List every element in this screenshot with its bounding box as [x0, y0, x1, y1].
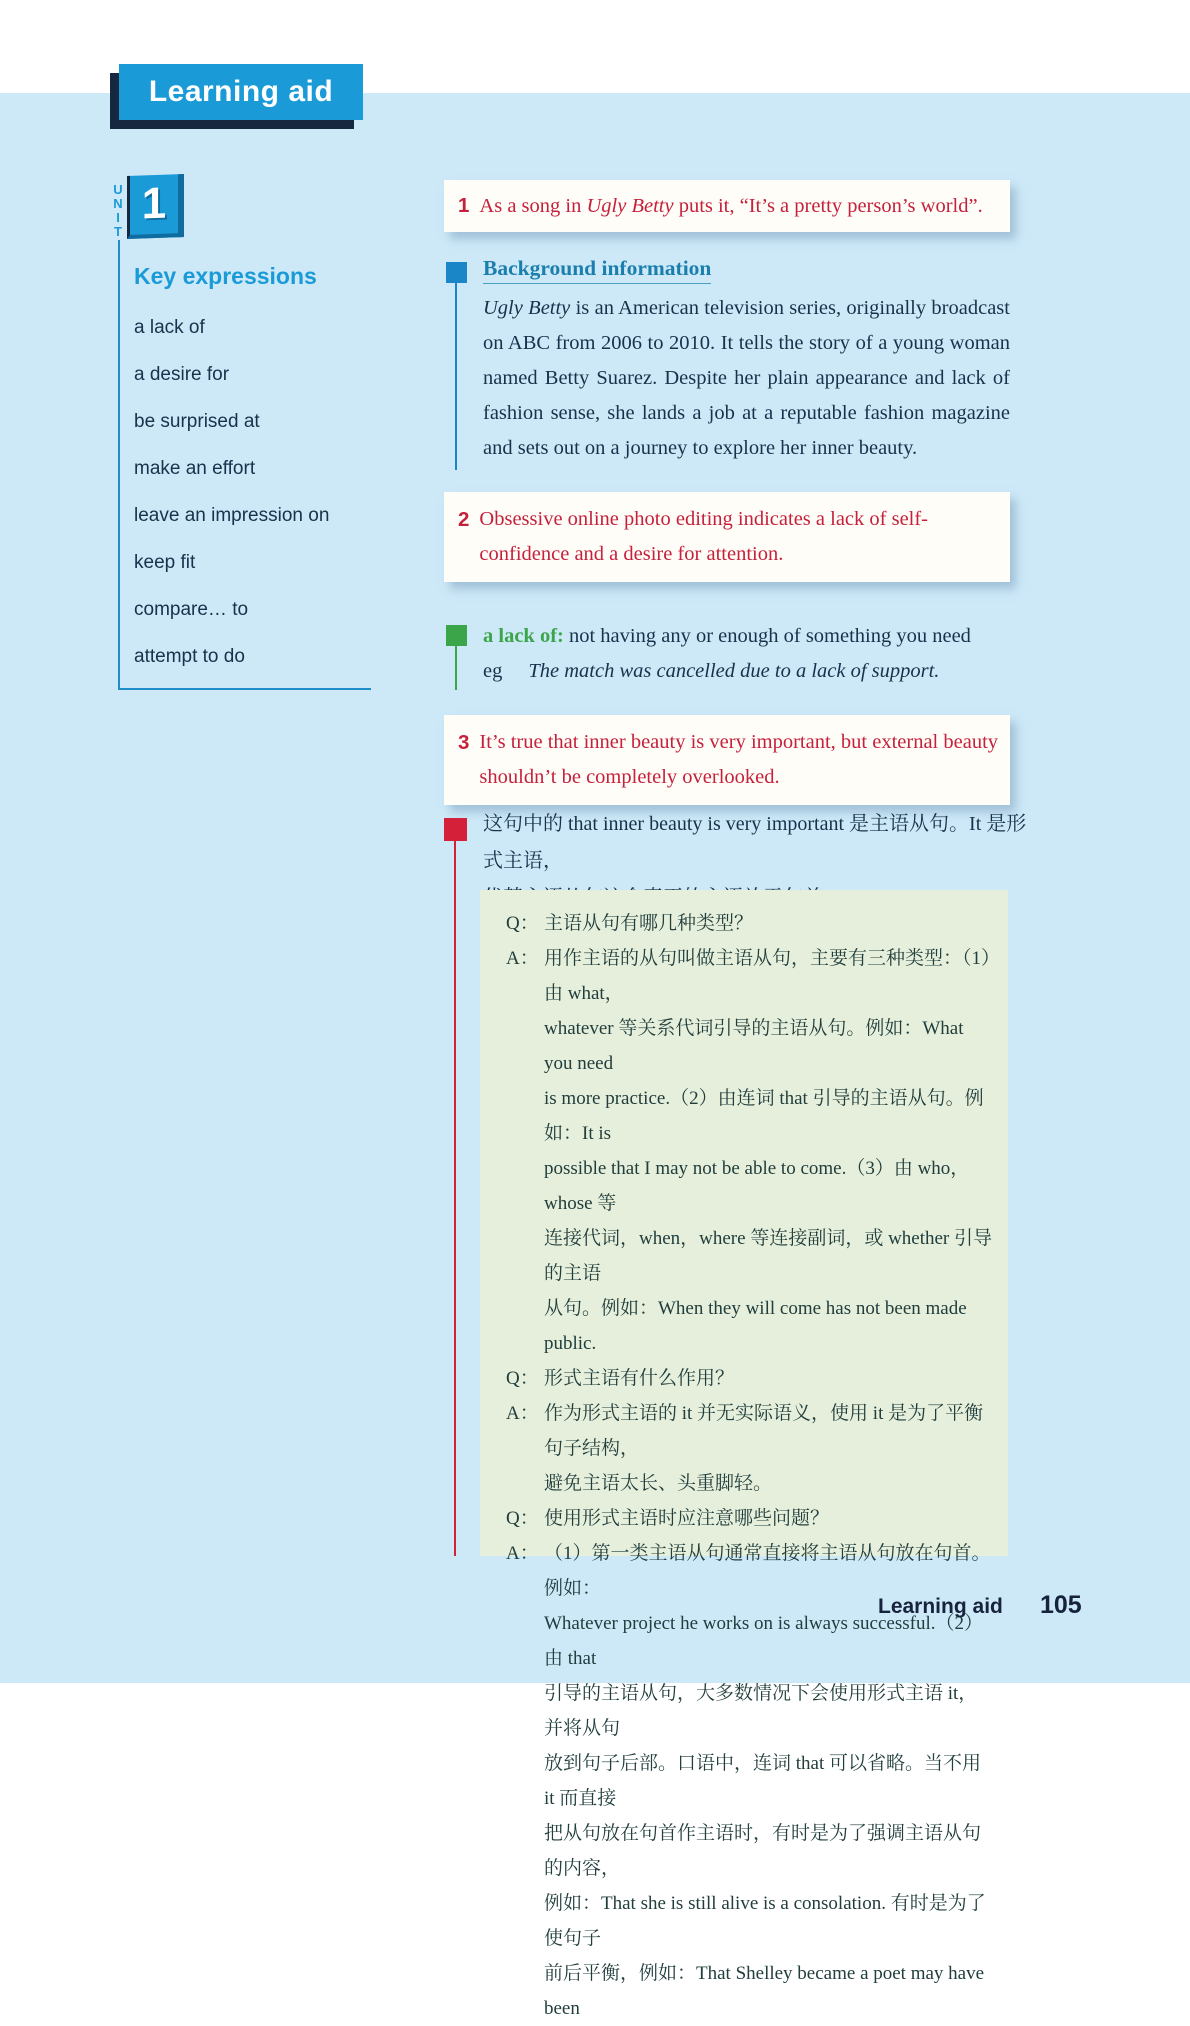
qa-row: [506, 1956, 996, 2026]
section-pin-red: [454, 841, 456, 1556]
qa-row: [506, 1221, 996, 1291]
background-information-body: is an American television series, originally broadcast on ABC from 2006 to 2010. It tells the story of a young woman named Betty Suarez. Despite her plain appearance and lack of fashion sense, she lands a job at a reputable fashion magazine and sets out on a journey to explore her inner beauty.: [483, 297, 1010, 459]
sentence-text: Obsessive online photo editing indicates a lack of self-confidence and a desire for attention.: [479, 508, 929, 565]
key-expression-item: be surprised at: [134, 411, 260, 432]
unit-letter: T: [114, 224, 122, 239]
sentence-number: 3: [458, 731, 470, 754]
qa-label: [506, 1466, 544, 1501]
qa-label: [506, 1746, 544, 1816]
qa-row: [506, 1361, 996, 1396]
qa-label: [506, 1886, 544, 1956]
qa-row: [506, 1151, 996, 1221]
qa-row: [506, 1081, 996, 1151]
unit-letter: N: [113, 196, 123, 211]
qa-text: 避免主语太长、头重脚轻。: [544, 1473, 773, 1494]
qa-row: [506, 1291, 996, 1361]
sentence-box-1: [444, 180, 1010, 232]
example-label: eg: [483, 660, 503, 682]
qa-row: [506, 906, 996, 941]
qa-label: [506, 1081, 544, 1151]
qa-row: [506, 1396, 996, 1466]
qa-label: [506, 1291, 544, 1361]
qa-text: 前后平衡，例如：That Shelley became a poet may have been: [544, 1963, 985, 2019]
section-pin-green: [455, 646, 457, 690]
page-title: Learning aid: [119, 64, 363, 120]
sentence-text-pre: As a song in: [479, 195, 587, 217]
grammar-note-line: 这句中的 that inner beauty is very important 是主语从句。It 是形式主语，: [483, 813, 1027, 872]
qa-row: [506, 1746, 996, 1816]
qa-label: [506, 1151, 544, 1221]
unit-vertical-label: [109, 183, 127, 239]
glossary-entry: [483, 619, 971, 689]
qa-text: （1）第一类主语从句通常直接将主语从句放在句首。例如：: [544, 1543, 991, 1599]
key-expression-item: a desire for: [134, 364, 230, 385]
series-title-italic: Ugly Betty: [483, 297, 571, 319]
section-bullet-red: [444, 818, 467, 841]
key-expression-item: keep fit: [134, 552, 196, 573]
qa-label: [506, 1606, 544, 1676]
qa-label: [506, 1816, 544, 1886]
sentence-number: 1: [458, 194, 470, 217]
background-information-paragraph: [483, 291, 1010, 466]
footer-page-number: 105: [1040, 1591, 1082, 1619]
qa-text: is more practice.（2）由连词 that 引导的主语从句。例如：It is: [544, 1088, 984, 1144]
qa-text: 放到句子后部。口语中，连词 that 可以省略。当不用 it 而直接: [544, 1753, 981, 1809]
qa-label: [506, 1011, 544, 1081]
key-expression-item: a lack of: [134, 317, 205, 338]
qa-text: 用作主语的从句叫做主语从句，主要有三种类型：（1）由 what，: [544, 948, 991, 1004]
key-expressions-list: [134, 316, 329, 692]
qa-label: A：: [506, 1543, 539, 1564]
key-expression-item: attempt to do: [134, 646, 245, 667]
footer-section-label: Learning aid: [878, 1595, 1003, 1618]
qa-text: possible that I may not be able to come.（3）由 who，whose 等: [544, 1158, 970, 1214]
qa-text: 把从句放在句首作主语时，有时是为了强调主语从句的内容，: [544, 1823, 982, 1879]
qa-text: 引导的主语从句，大多数情况下会使用形式主语 it，并将从句: [544, 1683, 978, 1739]
qa-label: A：: [506, 1403, 539, 1424]
qa-row: [506, 1676, 996, 1746]
qa-text: 作为形式主语的 it 并无实际语义，使用 it 是为了平衡句子结构，: [544, 1403, 984, 1459]
example-sentence: The match was cancelled due to a lack of support.: [528, 660, 940, 682]
key-expression-item: make an effort: [134, 458, 256, 479]
section-bullet-blue: [446, 262, 467, 283]
glossary-definition: not having any or enough of something you need: [563, 625, 971, 647]
sidebar-bracket-vertical: [118, 240, 120, 690]
sentence-number: 2: [458, 508, 470, 531]
qa-row: [506, 941, 996, 1011]
qa-text: whatever 等关系代词引导的主语从句。例如：What you need: [544, 1018, 964, 1074]
qa-label: Q：: [506, 1368, 539, 1389]
key-expressions-heading: Key expressions: [134, 263, 317, 289]
sentence-box-3: [444, 715, 1010, 805]
qa-row: [506, 1011, 996, 1081]
qa-text: 连接代词，when，where 等连接副词，或 whether 引导的主语: [544, 1228, 993, 1284]
glossary-definition-line: [483, 619, 971, 654]
sentence-box-2: [444, 492, 1010, 582]
unit-letter: U: [113, 182, 123, 197]
unit-letter: I: [116, 210, 120, 225]
qa-label: A：: [506, 948, 539, 969]
sentence-text-post: puts it, “It’s a pretty person’s world”.: [673, 195, 983, 217]
unit-number-badge: 1: [127, 174, 184, 239]
qa-text: 例如：That she is still alive is a consolation. 有时是为了使句子: [544, 1893, 986, 1949]
qa-text: 主语从句有哪几种类型？: [544, 913, 754, 934]
key-expression-item: compare… to: [134, 599, 249, 620]
qa-label: Q：: [506, 1508, 539, 1529]
qa-text: 形式主语有什么作用？: [544, 1368, 735, 1389]
glossary-term: a lack of:: [483, 625, 564, 647]
qa-label: Q：: [506, 913, 539, 934]
qa-label: [506, 1221, 544, 1291]
qa-row: [506, 1466, 996, 1501]
key-expression-item: leave an impression on: [134, 505, 330, 526]
qa-label: [506, 1956, 544, 2026]
qa-row: [506, 1886, 996, 1956]
section-bullet-green: [446, 625, 467, 646]
qa-text: 从句。例如：When they will come has not been made public.: [544, 1298, 967, 1354]
qa-row: [506, 1501, 996, 1536]
sentence-text: It’s true that inner beauty is very important, but external beauty shouldn’t be completely overlooked.: [479, 731, 999, 788]
section-pin-blue: [455, 283, 457, 470]
qa-text: Whatever project he works on is always successful.（2）由 that: [544, 1613, 983, 1669]
sentence-text: [479, 180, 1010, 232]
qa-row: [506, 1816, 996, 1886]
series-title-italic: Ugly Betty: [586, 195, 674, 217]
background-information-heading: Background information: [483, 256, 711, 284]
glossary-example-line: [483, 654, 971, 689]
qa-text: 使用形式主语时应注意哪些问题？: [544, 1508, 830, 1529]
qa-label: [506, 1676, 544, 1746]
